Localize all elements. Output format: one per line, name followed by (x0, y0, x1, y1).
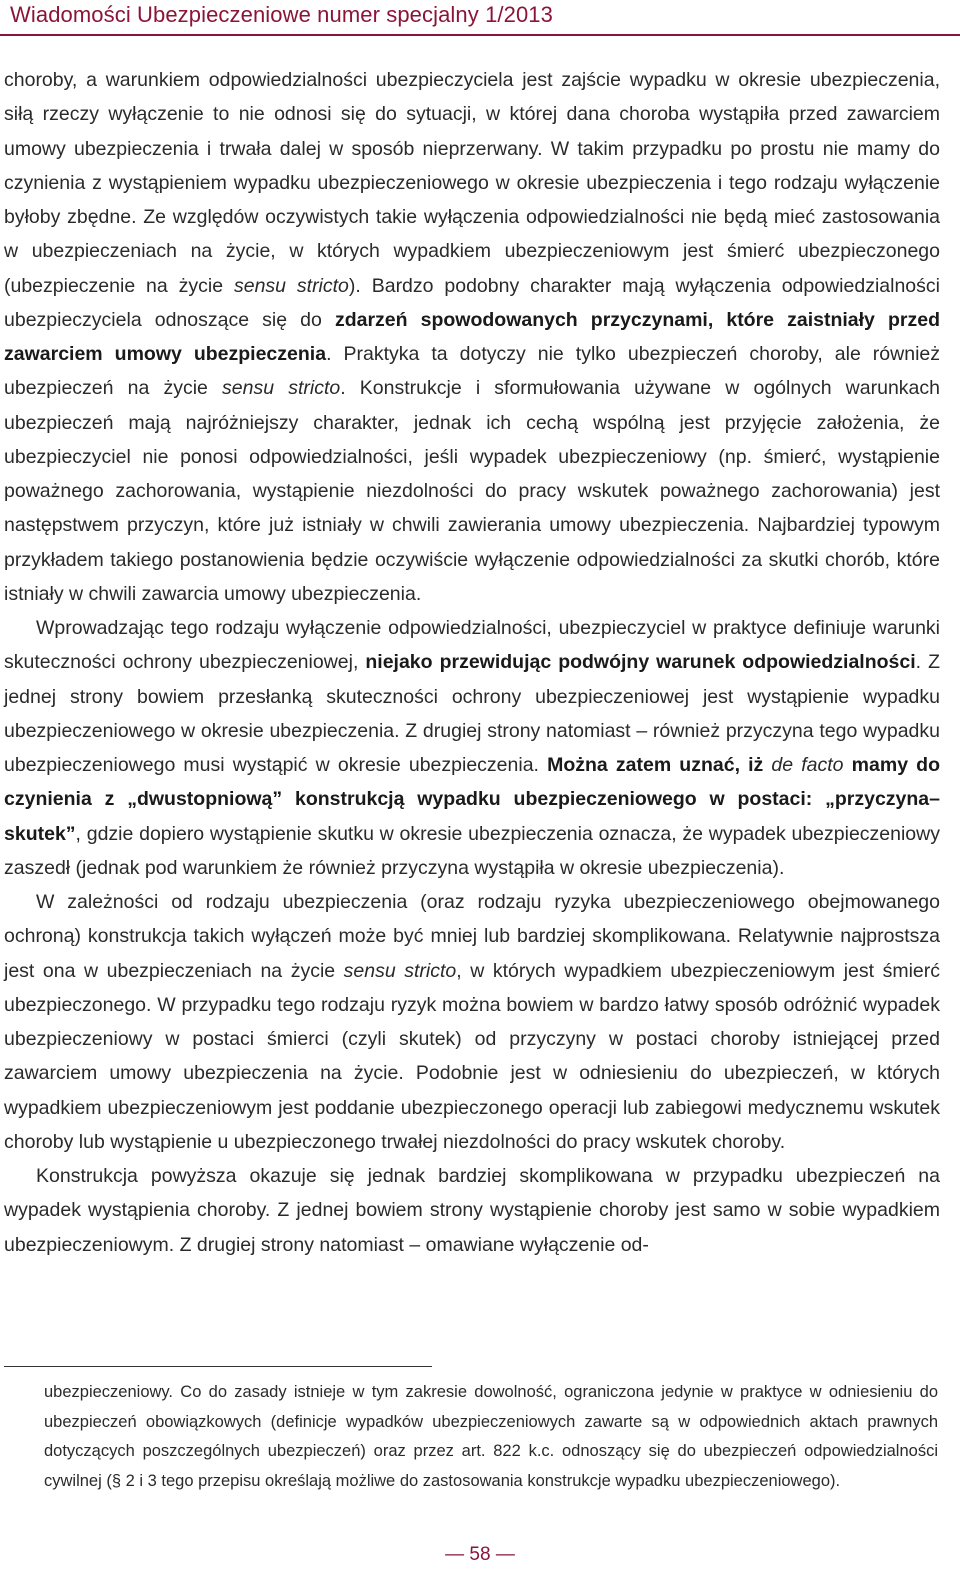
paragraph-text: , gdzie dopiero wystąpienie skutku w okresie ubezpieczenia oznacza, że wypadek ubezpieczeniowy zaszedł (jednak pod warunkiem że również przyczyna wystąpiła w okresie ubezpieczenia). (4, 822, 940, 879)
page-number: — 58 — (445, 1544, 515, 1565)
italic-term: sensu stricto (222, 377, 341, 400)
italic-term: sensu stricto (343, 959, 457, 982)
paragraph-text: W zależności od rodzaju ubezpieczenia (oraz rodzaju ryzyka ubezpieczeniowego obejmowanego ochroną) konstrukcja takich wyłączeń może być mniej lub bardziej skomplikowana. Relatywnie najprostsza jest ona w ubezpieczeniach na życie (4, 891, 940, 982)
bold-emphasis: mamy do czynienia z „dwustopniową” konstrukcją wypadku ubezpieczeniowego w postaci: „przyczyna–skutek” (4, 754, 940, 845)
paragraph-2 (4, 611, 940, 885)
paragraph-text: ). Bardzo podobny charakter mają wyłączenia odpowiedzialności ubezpieczyciela odnoszące się do (4, 274, 940, 331)
article-body (4, 63, 940, 1262)
italic-term: de facto (771, 754, 844, 776)
paragraph-text: choroby, a warunkiem odpowiedzialności ubezpieczyciela jest zajście wypadku w okresie ubezpieczenia, siłą rzeczy wyłączenie to nie odnosi się do sytuacji, w której dana choroba wystąpiła przed zawarciem umowy ubezpieczenia i trwała dalej w sposób nieprzerwany. W takim przypadku po prostu nie mamy do czynienia z wystąpieniem wypadku ubezpieczeniowego w okresie ubezpieczenia i tego rodzaju wyłączenie byłoby zbędne. Ze względów oczywistych takie wyłączenia odpowiedzialności nie będą mieć zastosowania w ubezpieczeniach na życie, w których wypadkiem ubezpieczeniowym jest śmierć ubezpieczonego (ubezpieczenie na życie (4, 69, 940, 297)
journal-title: Wiadomości Ubezpieczeniowe numer specjalny 1/2013 (10, 2, 553, 27)
paragraph-text: Wprowadzając tego rodzaju wyłączenie odpowiedzialności, ubezpieczyciel w praktyce definiuje warunki skuteczności ochrony ubezpieczeniowej, (4, 617, 940, 674)
paragraph-text: Konstrukcja powyższa okazuje się jednak bardziej skomplikowana w przypadku ubezpieczeń na wypadek wystąpienia choroby. Z jednej bowiem strony wystąpienie choroby jest samo w sobie wypadkiem ubezpieczeniowym. Z drugiej strony natomiast – omawiane wyłączenie od- (4, 1165, 940, 1256)
page-header (0, 0, 960, 40)
italic-term: sensu stricto (233, 274, 349, 297)
paragraph-4 (4, 1159, 940, 1262)
header-rule (0, 34, 960, 36)
footnote-separator (4, 1366, 432, 1367)
paragraph-text: . Praktyka ta dotyczy nie tylko ubezpieczeń choroby, ale również ubezpieczeń na życie (4, 343, 940, 400)
paragraph-text: . Z jednej strony bowiem przesłanką skuteczności ochrony ubezpieczeniowej jest wystąpienie wypadku ubezpieczeniowego w okresie ubezpieczenia. Z drugiej strony natomiast – również przyczyna tego wypadku ubezpieczeniowego musi wystąpić w okresie ubezpieczenia. (4, 651, 940, 776)
paragraph-1 (4, 63, 940, 611)
paragraph-text: , w których wypadkiem ubezpieczeniowym jest śmierć ubezpieczonego. W przypadku tego rodzaju ryzyk można bowiem w bardzo łatwy sposób odróżnić wypadek ubezpieczeniowy w postaci śmierci (czyli skutek) od przyczyny w postaci choroby istniejącej przed zawarciem umowy ubezpieczenia na życie. Podobnie jest w odniesieniu do ubezpieczeń, w których wypadkiem ubezpieczeniowym jest poddanie ubezpieczonego operacji lub zabiegowi medycznemu wskutek choroby lub wystąpienie u ubezpieczonego trwałej niezdolności do pracy wskutek choroby. (4, 959, 941, 1153)
bold-emphasis: niejako przewidując podwójny warunek odpowiedzialności (365, 651, 916, 674)
paragraph-text: . Konstrukcje i sformułowania używane w ogólnych warunkach ubezpieczeń mają najróżniejszy charakter, jednak ich cechą wspólną jest przyjęcie założenia, że ubezpieczyciel nie ponosi odpowiedzialności, jeśli wypadek ubezpieczeniowy (np. śmierć, wystąpienie poważnego zachorowania, wystąpienie niezdolności do pracy wskutek poważnego zachorowania) jest następstwem przyczyn, które już istniały w chwili zawierania umowy ubezpieczenia. Najbardziej typowym przykładem takiego postanowienia będzie oczywiście wyłączenie odpowiedzialności za skutki chorób, które istniały w chwili zawarcia umowy ubezpieczenia. (4, 377, 940, 605)
bold-emphasis: zdarzeń spowodowanych przyczynami, które zaistniały przed zawarciem umowy ubezpieczenia (4, 308, 940, 365)
footnote: ubezpieczeniowy. Co do zasady istnieje w tym zakresie dowolność, ograniczona jedynie w praktyce w odniesieniu do ubezpieczeń obowiązkowych (definicje wypadków ubezpieczeniowych zawarte są w odpowiednich aktach prawnych dotyczących poszczególnych ubezpieczeń) oraz przez art. 822 k.c. odnoszący się do ubezpieczeń odpowiedzialności cywilnej (§ 2 i 3 tego przepisu określają możliwe do zastosowania konstrukcje wypadku ubezpieczeniowego). (44, 1383, 938, 1490)
paragraph-3 (4, 885, 940, 1159)
bold-emphasis: Można zatem uznać, iż (547, 754, 772, 776)
